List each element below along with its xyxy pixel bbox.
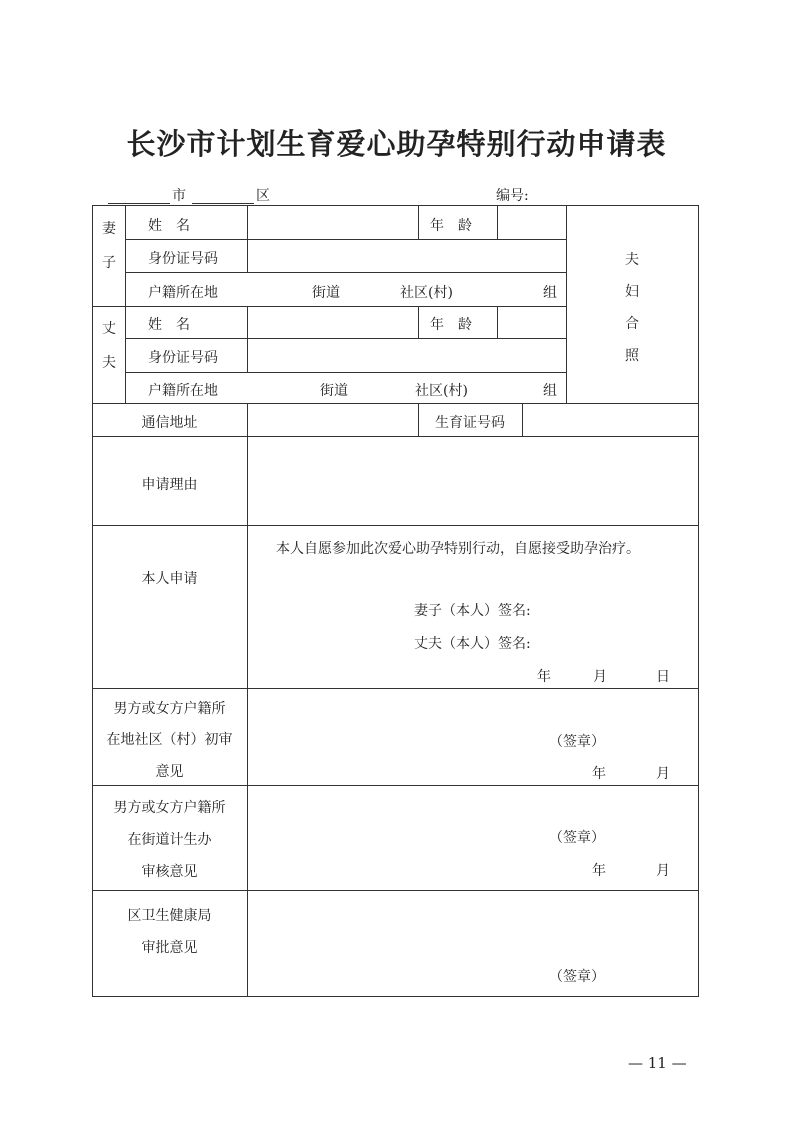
reason-field[interactable] xyxy=(249,438,697,524)
row-line xyxy=(92,890,699,891)
bureau-review-line2: 审批意见 xyxy=(141,940,198,956)
husband-hukou-label: 户籍所在地 xyxy=(148,383,218,399)
row-line xyxy=(125,239,566,240)
row-line xyxy=(125,372,566,373)
wife-age-field[interactable] xyxy=(499,207,564,238)
page-number: — 11 — xyxy=(628,1054,687,1072)
wife-street-label: 街道 xyxy=(312,285,340,301)
wife-name-label: 姓 名 xyxy=(148,218,190,234)
row-line xyxy=(92,785,699,786)
self-apply-statement: 本人自愿参加此次爱心助孕特别行动，自愿接受助孕治疗。 xyxy=(276,541,640,557)
wife-signature-label: 妻子（本人）签名: xyxy=(414,603,531,619)
birth-cert-field[interactable] xyxy=(524,405,697,435)
community-review-line2: 在地社区（村）初审 xyxy=(106,732,233,748)
wife-id-field[interactable] xyxy=(249,241,564,271)
row-line xyxy=(125,338,566,339)
street-review-line1: 男方或女方户籍所 xyxy=(113,800,226,816)
husband-community-label: 社区(村) xyxy=(415,383,468,399)
row-line xyxy=(92,688,699,689)
birth-cert-label: 生育证号码 xyxy=(435,415,505,431)
form-title: 长沙市计划生育爱心助孕特别行动申请表 xyxy=(126,127,667,161)
husband-age-label: 年 龄 xyxy=(430,317,472,333)
reason-label: 申请理由 xyxy=(141,477,198,493)
street-year: 年 xyxy=(592,863,606,879)
husband-signature-label: 丈夫（本人）签名: xyxy=(414,636,531,652)
wife-age-label: 年 龄 xyxy=(430,218,472,234)
row-line xyxy=(92,403,699,404)
self-apply-year: 年 xyxy=(537,669,551,685)
self-apply-month: 月 xyxy=(593,669,607,685)
address-field[interactable] xyxy=(249,405,416,435)
husband-age-field[interactable] xyxy=(499,308,564,337)
community-review-line3: 意见 xyxy=(155,764,184,780)
wife-label: 妻子 xyxy=(102,221,116,271)
couple-photo-label: 夫妇合照 xyxy=(625,252,639,364)
community-month: 月 xyxy=(656,766,670,782)
col-line xyxy=(247,205,248,272)
wife-id-label: 身份证号码 xyxy=(148,251,218,267)
husband-id-field[interactable] xyxy=(249,340,564,371)
col-line xyxy=(418,205,419,239)
husband-label: 丈夫 xyxy=(102,321,116,371)
col-line xyxy=(497,306,498,338)
col-line xyxy=(247,306,248,372)
wife-group-label: 组 xyxy=(543,285,557,301)
row-line xyxy=(125,272,566,273)
wife-community-label: 社区(村) xyxy=(400,285,453,301)
col-line xyxy=(247,403,248,997)
bureau-seal-label: （签章） xyxy=(549,969,605,985)
col-line xyxy=(125,205,126,403)
self-apply-label: 本人申请 xyxy=(141,571,198,587)
address-label: 通信地址 xyxy=(141,415,198,431)
serial-label: 编号: xyxy=(496,188,529,204)
husband-name-field[interactable] xyxy=(249,308,416,337)
district-blank[interactable] xyxy=(192,188,254,204)
street-review-line2: 在街道计生办 xyxy=(127,832,212,848)
street-month: 月 xyxy=(656,863,670,879)
row-line xyxy=(92,525,699,526)
community-year: 年 xyxy=(592,766,606,782)
col-line xyxy=(566,205,567,403)
col-line xyxy=(522,403,523,436)
row-line xyxy=(92,436,699,437)
husband-street-label: 街道 xyxy=(320,383,348,399)
street-review-line3: 审核意见 xyxy=(141,864,198,880)
husband-group-label: 组 xyxy=(543,383,557,399)
row-line xyxy=(92,306,566,307)
self-apply-day: 日 xyxy=(656,669,670,685)
wife-hukou-label: 户籍所在地 xyxy=(148,285,218,301)
community-review-line1: 男方或女方户籍所 xyxy=(113,701,226,717)
wife-name-field[interactable] xyxy=(249,207,416,238)
husband-id-label: 身份证号码 xyxy=(148,350,218,366)
bureau-review-line1: 区卫生健康局 xyxy=(127,908,212,924)
district-label: 区 xyxy=(256,188,270,204)
city-label: 市 xyxy=(172,188,186,204)
community-seal-label: （签章） xyxy=(549,734,605,750)
col-line xyxy=(497,205,498,239)
col-line xyxy=(418,306,419,338)
city-blank[interactable] xyxy=(108,188,170,204)
husband-name-label: 姓 名 xyxy=(148,317,190,333)
street-seal-label: （签章） xyxy=(549,830,605,846)
